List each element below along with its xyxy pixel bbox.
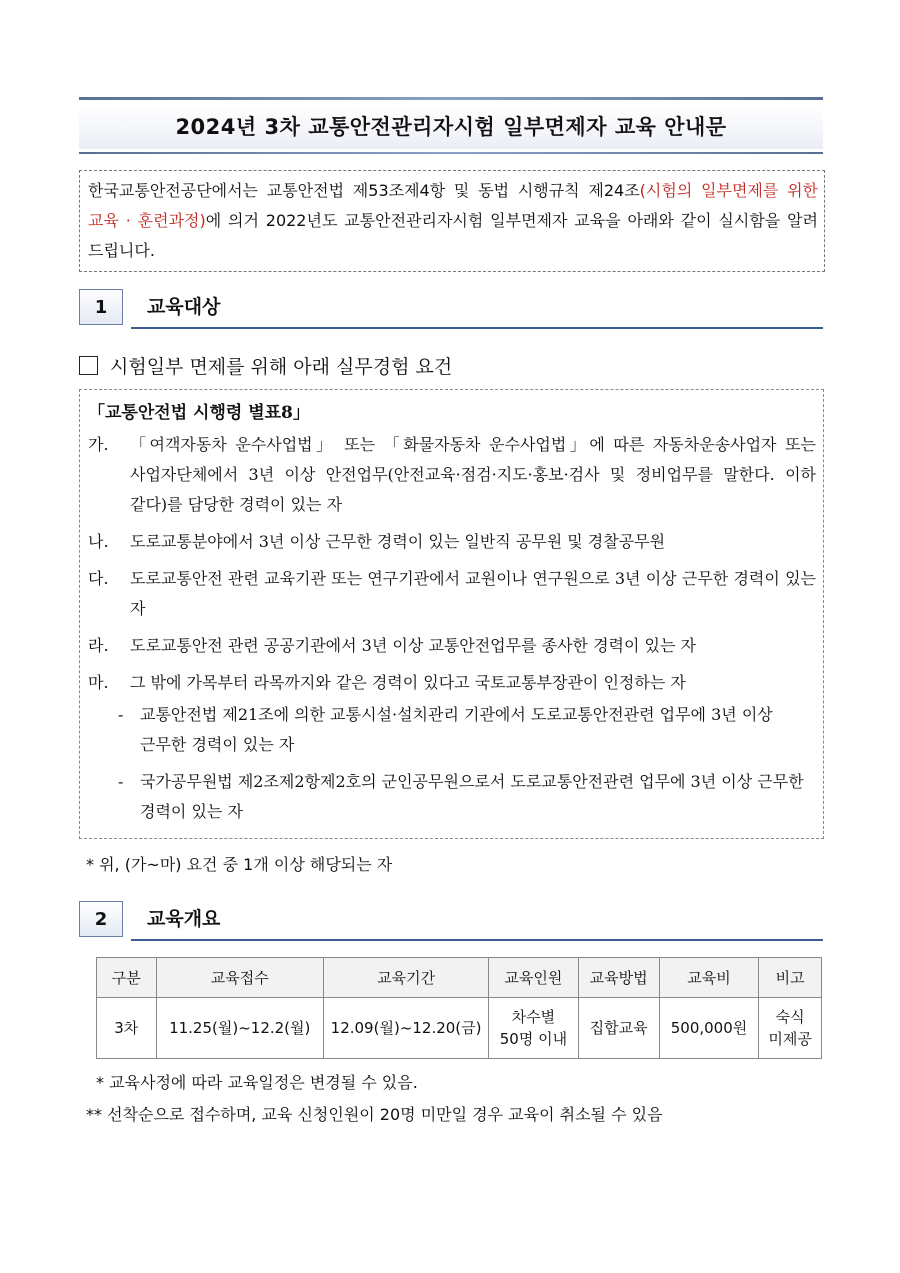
law-title: 「교통안전법 시행령 별표8」 <box>88 403 310 423</box>
law-item-marker: 나. <box>88 532 109 551</box>
intro-text-red: (시험의 일부면제를 위한 교육 · 훈련과정) <box>88 181 818 230</box>
title-top-rule <box>79 97 823 100</box>
law-item-text: 그 밖에 가목부터 라목까지와 같은 경력이 있다고 국토교통부장관이 인정하는 자 <box>130 673 686 692</box>
checkbox-icon <box>79 356 98 375</box>
intro-text-1: 한국교통안전공단에서는 교통안전법 제53조제4항 및 동법 시행규칙 제24조 <box>88 181 640 200</box>
section-2-title: 교육개요 <box>147 908 221 930</box>
section-1-number: 1 <box>79 289 123 325</box>
law-sub-item-text: 국가공무원법 제2조제2항제2호의 군인공무원으로서 도로교통안전관련 업무에 3년 이상 근무한 경력이 있는 자 <box>140 772 804 821</box>
law-sub-item <box>118 700 816 760</box>
requirement-heading <box>79 352 452 379</box>
section-2-header <box>79 901 823 941</box>
section-1-header <box>79 289 823 329</box>
schedule-change-note: * 교육사정에 따라 교육일정은 변경될 수 있음. <box>96 1073 418 1092</box>
law-item-text: 도로교통분야에서 3년 이상 근무한 경력이 있는 일반직 공무원 및 경찰공무원 <box>130 532 666 551</box>
law-item <box>88 668 816 698</box>
intro-paragraph <box>79 170 825 272</box>
table-header-cell: 교육인원 <box>489 958 578 998</box>
cell-remark-line2: 미제공 <box>768 1030 812 1048</box>
section-1-rule <box>131 327 823 329</box>
title-bottom-rule <box>79 152 823 154</box>
cell-capacity-line2: 50명 이내 <box>499 1030 568 1048</box>
table-header-cell: 구분 <box>97 958 157 998</box>
cell-application: 11.25(월)~12.2(월) <box>156 998 323 1059</box>
overview-table <box>96 957 822 1059</box>
table-header-cell: 교육비 <box>659 958 759 998</box>
section-2-rule <box>131 939 823 941</box>
law-item-text: 「여객자동차 운수사업법」 또는 「화물자동차 운수사업법」에 따른 자동차운송사업자 또는 사업자단체에서 3년 이상 안전업무(안전교육·점검·지도·홍보·검사 및 정비업무를 말한다. 이하 같다)를 담당한 경력이 있는 자 <box>130 435 816 514</box>
table-header-cell: 비고 <box>759 958 822 998</box>
table-header-cell: 교육방법 <box>578 958 659 998</box>
cell-method: 집합교육 <box>578 998 659 1059</box>
law-sub-item-text: 교통안전법 제21조에 의한 교통시설·설치관리 기관에서 도로교통안전관련 업무에 3년 이상 근무한 경력이 있는 자 <box>140 705 773 754</box>
law-item <box>88 430 816 520</box>
law-item <box>88 527 816 557</box>
cancellation-note: ** 선착순으로 접수하며, 교육 신청인원이 20명 미만일 경우 교육이 취소될 수 있음 <box>86 1105 663 1124</box>
law-sub-item <box>118 767 816 827</box>
table-header-cell: 교육접수 <box>156 958 323 998</box>
document-title: 2024년 3차 교통안전관리자시험 일부면제자 교육 안내문 <box>79 103 823 149</box>
law-item-text: 도로교통안전 관련 교육기관 또는 연구기관에서 교원이나 연구원으로 3년 이상 근무한 경력이 있는 자 <box>130 569 816 618</box>
law-item-marker: 다. <box>88 569 109 588</box>
cell-capacity-line1: 차수별 <box>511 1008 556 1026</box>
law-item <box>88 631 816 661</box>
law-item-marker: 마. <box>88 673 109 692</box>
law-item <box>88 564 816 624</box>
law-excerpt-box <box>79 389 824 839</box>
eligibility-note: * 위, (가~마) 요건 중 1개 이상 해당되는 자 <box>86 855 393 874</box>
law-sub-item-marker: - <box>118 705 124 724</box>
section-1-title: 교육대상 <box>147 296 221 318</box>
table-header-row <box>97 958 822 998</box>
table-header-cell: 교육기간 <box>323 958 488 998</box>
cell-remark-line1: 숙식 <box>775 1008 805 1026</box>
cell-division: 3차 <box>97 998 157 1059</box>
cell-capacity <box>489 998 578 1059</box>
law-item-text: 도로교통안전 관련 공공기관에서 3년 이상 교통안전업무를 종사한 경력이 있는 자 <box>130 636 697 655</box>
requirement-heading-text: 시험일부 면제를 위해 아래 실무경험 요건 <box>110 356 453 378</box>
law-item-marker: 가. <box>88 435 109 454</box>
law-item-marker: 라. <box>88 636 109 655</box>
law-sub-item-marker: - <box>118 772 124 791</box>
document-title-banner <box>79 97 823 154</box>
table-row <box>97 998 822 1059</box>
cell-period: 12.09(월)~12.20(금) <box>323 998 488 1059</box>
intro-text-3: 에 의거 2022년도 교통안전관리자시험 일부면제자 교육을 아래와 같이 실시함을 알려 드립니다. <box>88 211 818 260</box>
cell-fee: 500,000원 <box>659 998 759 1059</box>
section-2-number: 2 <box>79 901 123 937</box>
cell-remark <box>759 998 822 1059</box>
